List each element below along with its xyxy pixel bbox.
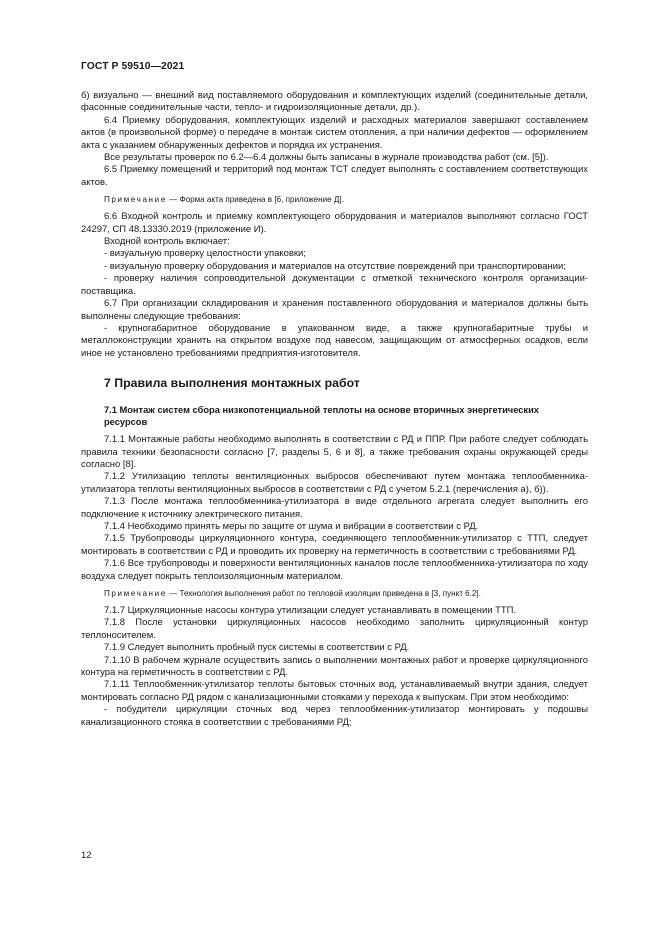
note-label: Примечание	[104, 589, 167, 598]
body-paragraph: - проверку наличия сопроводительной документации с отметкой технического контроля организации-поставщика.	[81, 273, 588, 297]
note-paragraph: Примечание — Технология выполнения работ по тепловой изоляции приведена в [3, пункт 6.2].	[104, 589, 481, 598]
document-header: ГОСТ Р 59510—2021	[81, 61, 185, 72]
body-paragraph: 7.1.10 В рабочем журнале осуществить запись о выполнении монтажных работ и проверке циркуляционного контура на герметичность в соответствии с РД.	[81, 654, 588, 679]
body-paragraph: Все результаты проверок по 6.2—6.4 должны быть записаны в журнале производства работ (см. [5]).	[104, 152, 549, 164]
body-paragraph: 7.1.11 Теплообменник-утилизатор теплоты бытовых сточных вод, устанавливаемый внутри здания, следует монтировать согласно РД рядом с канализационными стояками у перехода к выпускам. При этом необходимо:	[81, 679, 588, 703]
body-paragraph: 6.7 При организации складирования и хранения поставленного оборудования и материалов должны быть выполнены следующие требования:	[81, 298, 588, 322]
document-body	[81, 90, 588, 729]
note-label: Примечание	[104, 195, 167, 205]
section-heading: 7 Правила выполнения монтажных работ	[104, 376, 360, 391]
body-paragraph: 7.1.1 Монтажные работы необходимо выполнять в соответствии с РД и ППР. При работе следует соблюдать правила техники безопасности согласно [7, разделы 5, 6 и 8], а также требования охраны окружающей среды согласно [8].	[81, 434, 588, 470]
body-paragraph: 7.1.8 После установки циркуляционных насосов необходимо заполнить циркуляционный контур теплоносителем.	[81, 617, 588, 641]
body-paragraph: 7.1.6 Все трубопроводы и поверхности вентиляционных каналов после теплообменника-утилизатора по ходу воздуха следует покрыть теплоизоляционным материалом.	[81, 558, 588, 582]
note-paragraph: Примечание — Форма акта приведена в [6, приложение Д].	[104, 195, 344, 205]
body-paragraph: - визуальную проверку оборудования и материалов на отсутствие повреждений при транспортировании;	[104, 260, 566, 272]
body-paragraph: - крупногабаритное оборудование в упакованном виде, а также крупногабаритные трубы и металлоконструкции хранить на открытом воздухе под навесом, защищающим от атмосферных осадков, если иное не установлено требованиями предприятия-изготовителя.	[81, 322, 588, 359]
page-number: 12	[81, 850, 92, 861]
body-paragraph: 7.1.7 Циркуляционные насосы контура утилизации следует устанавливать в помещении ТТП.	[104, 605, 517, 616]
body-paragraph: 7.1.4 Необходимо принять меры по защите от шума и вибрации в соответствии с РД.	[104, 520, 479, 532]
body-paragraph: б) визуально — внешний вид поставляемого оборудования и комплектующих изделий (соединительные детали, фасонные соединительные части, тепло- и гидроизоляционные детали, др.).	[81, 90, 588, 114]
body-paragraph: 6.6 Входной контроль и приемку комплектующего оборудования и материалов выполняют согласно ГОСТ 24297, СП 48.13330.2019 (приложение И).	[81, 211, 588, 235]
body-paragraph: - визуальную проверку целостности упаковки;	[104, 248, 306, 260]
body-paragraph: - побудители циркуляции сточных вод через теплообменник-утилизатор монтировать у подошвы канализационного стояка в соответствии с требованиями РД;	[81, 704, 588, 728]
subsection-heading: 7.1 Монтаж систем сбора низкопотенциальной теплоты на основе вторичных энергетических ресурсов	[104, 405, 539, 428]
body-paragraph: 6.4 Приемку оборудования, комплектующих изделий и расходных материалов завершают составлением актов (в произвольной форме) о передаче в монтаж систем отопления, а при наличии дефектов — оформлением акта с указанием обнаруженных дефектов и порядка их устранения.	[81, 114, 588, 151]
body-paragraph: 7.1.9 Следует выполнить пробный пуск системы в соответствии с РД.	[104, 642, 410, 654]
body-paragraph: Входной контроль включает:	[104, 236, 230, 248]
body-paragraph: 7.1.3 После монтажа теплообменника-утилизатора в виде отдельного агрегата следует выполнить его подключение к источнику электрического питания.	[81, 496, 588, 520]
body-paragraph: 7.1.5 Трубопроводы циркуляционного контура, соединяющего теплообменник-утилизатор с ТТП, следует монтировать в соответствии с РД и проводить их проверку на герметичность в соответствии с требованиями РД.	[81, 533, 588, 557]
body-paragraph: 6.5 Приемку помещений и территорий под монтаж ТСТ следует выполнять с составлением соответствующих актов.	[81, 164, 588, 188]
body-paragraph: 7.1.2 Утилизацию теплоты вентиляционных выбросов обеспечивают путем монтажа теплообменника-утилизатора теплоты вентиляционных выбросов в соответствии с РД с учетом 5.2.1 (перечисления а), б)).	[81, 471, 588, 495]
